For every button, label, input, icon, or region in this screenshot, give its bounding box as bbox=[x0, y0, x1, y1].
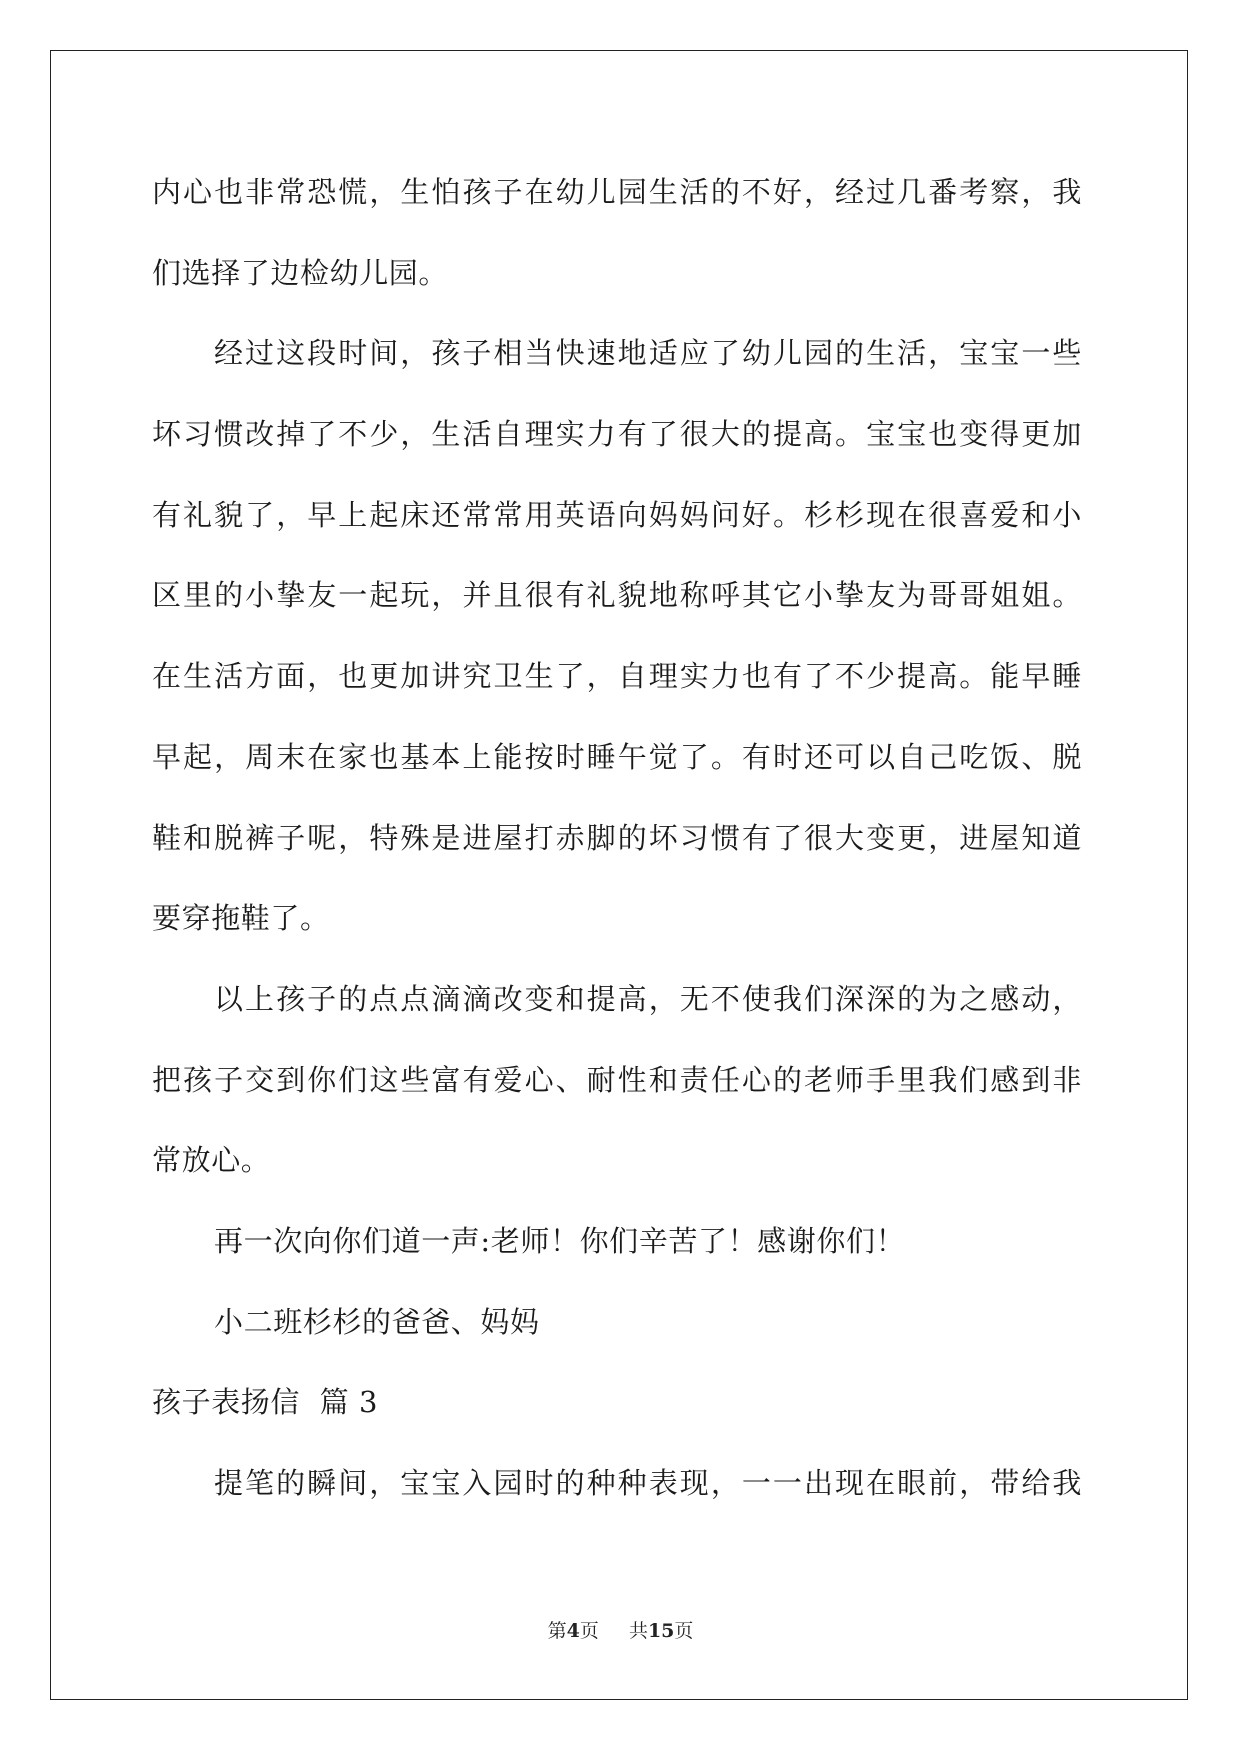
text-line: 常放心。 bbox=[152, 1143, 271, 1178]
section-heading: 孩子表扬信 篇 3 bbox=[152, 1385, 379, 1420]
text-line: 有礼貌了，早上起床还常常用英语向妈妈问好。杉杉现在很喜爱和小 bbox=[152, 497, 1082, 532]
total-page-number: 15 bbox=[647, 1620, 675, 1642]
paragraph-start-line: 提笔的瞬间，宝宝入园时的种种表现，一一出现在眼前，带给我 bbox=[214, 1466, 1082, 1500]
paragraph-start-line: 以上孩子的点点滴滴改变和提高，无不使我们深深的为之感动， bbox=[214, 981, 1082, 1016]
text-line: 在生活方面，也更加讲究卫生了，自理实力也有了不少提高。能早睡 bbox=[152, 659, 1082, 694]
page-suffix: 页 bbox=[579, 1620, 599, 1642]
total-suffix: 页 bbox=[674, 1620, 694, 1642]
current-page-number: 4 bbox=[566, 1620, 580, 1642]
closing-line: 再一次向你们道一声:老师！你们辛苦了！感谢你们！ bbox=[214, 1223, 906, 1258]
total-pages-label bbox=[629, 1620, 693, 1642]
text-line: 要穿拖鞋了。 bbox=[152, 901, 330, 936]
text-line: 们选择了边检幼儿园。 bbox=[152, 255, 449, 290]
text-line: 鞋和脱裤子呢，特殊是进屋打赤脚的坏习惯有了很大变更，进屋知道 bbox=[152, 820, 1082, 855]
page-number-label bbox=[548, 1620, 605, 1642]
page-footer bbox=[0, 1619, 1241, 1643]
text-line: 区里的小挚友一起玩，并且很有礼貌地称呼其它小挚友为哥哥姐姐。 bbox=[152, 578, 1082, 613]
page-prefix: 第 bbox=[547, 1620, 567, 1642]
text-line: 内心也非常恐慌，生怕孩子在幼儿园生活的不好，经过几番考察，我 bbox=[152, 175, 1082, 209]
paragraph-start-line: 经过这段时间，孩子相当快速地适应了幼儿园的生活，宝宝一些 bbox=[214, 336, 1082, 371]
text-line: 坏习惯改掉了不少，生活自理实力有了很大的提高。宝宝也变得更加 bbox=[152, 417, 1082, 452]
signature-line: 小二班杉杉的爸爸、妈妈 bbox=[214, 1304, 540, 1339]
document-body bbox=[152, 160, 1082, 1532]
total-prefix: 共 bbox=[628, 1620, 648, 1642]
text-line: 把孩子交到你们这些富有爱心、耐性和责任心的老师手里我们感到非 bbox=[152, 1062, 1082, 1097]
text-line: 早起，周末在家也基本上能按时睡午觉了。有时还可以自己吃饭、脱 bbox=[152, 739, 1082, 774]
